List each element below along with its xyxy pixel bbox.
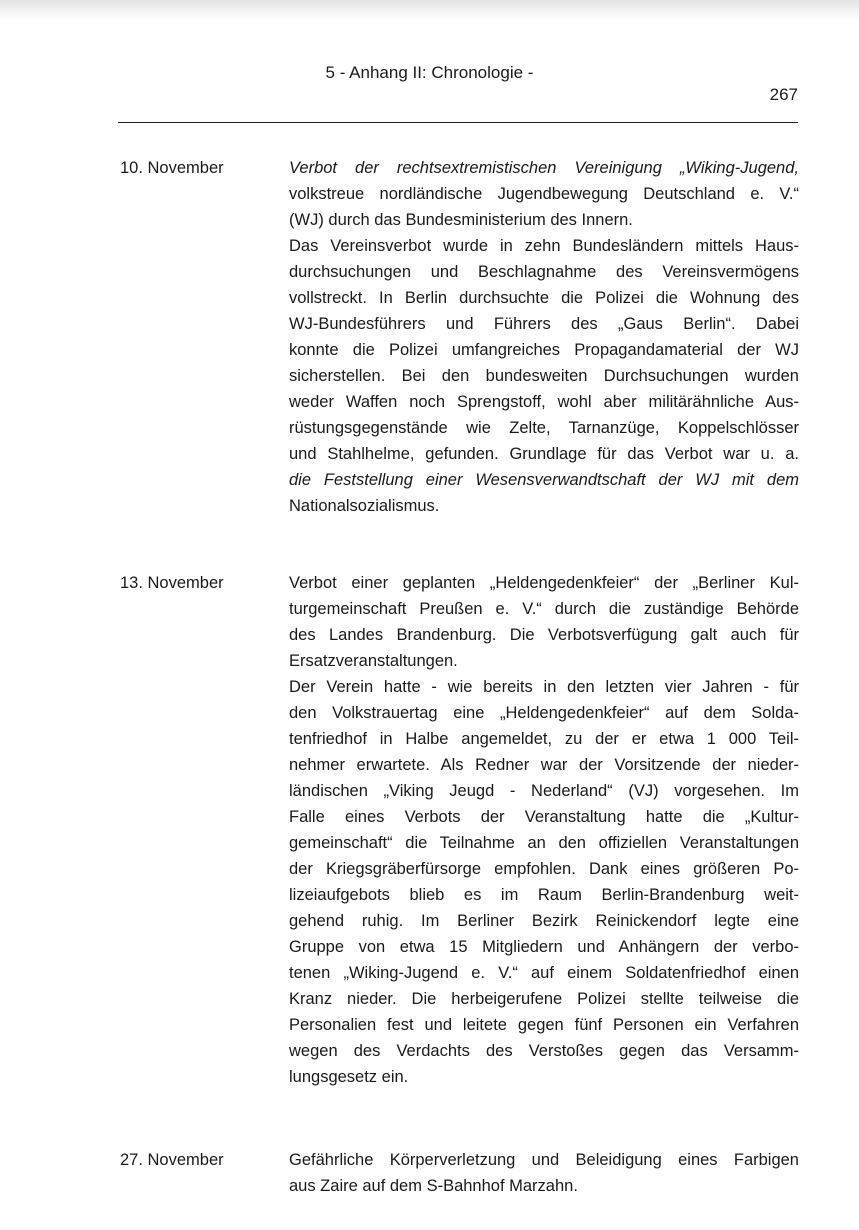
header-rule (118, 122, 798, 123)
text-line (289, 467, 799, 493)
text-line (289, 856, 799, 882)
text-line (289, 389, 799, 415)
text-line (289, 1038, 799, 1064)
text-segment: den Volkstrauertag eine „Heldengedenkfeier“ auf dem Solda- (289, 704, 799, 722)
text-segment: aus Zaire auf dem S-Bahnhof Marzahn. (289, 1177, 578, 1195)
text-segment: Gefährliche Körperverletzung und Beleidigung eines Farbigen (289, 1151, 799, 1169)
text-segment: wegen des Verdachts des Verstoßes gegen das Versamm- (289, 1042, 799, 1060)
text-line (289, 363, 799, 389)
text-line (289, 570, 799, 596)
text-segment: und Stahlhelme, gefunden. Grundlage für das Verbot war u. a. (289, 445, 799, 463)
page-number: 267 (769, 85, 798, 104)
text-segment: Verbot einer geplanten „Heldengedenkfeier“ der „Berliner Kul- (289, 574, 799, 592)
entry-date: 27. November (120, 1151, 224, 1169)
text-line (289, 908, 799, 934)
text-segment: Der Verein hatte - wie bereits in den letzten vier Jahren - für (289, 678, 799, 696)
text-line (289, 596, 799, 622)
text-line (289, 674, 799, 700)
text-line (289, 233, 799, 259)
text-segment: tenfriedhof in Halbe angemeldet, zu der er etwa 1 000 Teil- (289, 730, 799, 748)
text-segment: Kranz nieder. Die herbeigerufene Polizei stellte teilweise die (289, 990, 799, 1008)
text-segment: turgemeinschaft Preußen e. V.“ durch die zuständige Behörde (289, 600, 799, 618)
text-line (289, 1012, 799, 1038)
text-segment: Ersatzveranstaltungen. (289, 652, 458, 670)
text-segment: rüstungsgegenstände wie Zelte, Tarnanzüge, Koppelschlösser (289, 419, 799, 437)
text-segment: (WJ) durch das Bundesministerium des Innern. (289, 211, 633, 229)
text-segment: durchsuchungen und Beschlagnahme des Vereinsvermögens (289, 263, 799, 281)
text-segment: lungsgesetz ein. (289, 1068, 409, 1086)
entry-text (289, 570, 799, 1090)
text-line (289, 259, 799, 285)
text-segment: die Feststellung einer Wesensverwandtschaft der WJ mit dem (289, 471, 799, 489)
text-segment: volkstreue nordländische Jugendbewegung Deutschland e. V.“ (289, 185, 799, 203)
running-header: 5 - Anhang II: Chronologie - (325, 63, 534, 82)
text-segment: des Landes Brandenburg. Die Verbotsverfügung galt auch für (289, 626, 799, 644)
text-line (289, 1147, 799, 1173)
text-line (289, 804, 799, 830)
text-segment: konnte die Polizei umfangreiches Propagandamaterial der WJ (289, 341, 799, 359)
text-segment: vollstreckt. In Berlin durchsuchte die Polizei die Wohnung des (289, 289, 799, 307)
text-line (289, 726, 799, 752)
text-line (289, 622, 799, 648)
text-line (289, 207, 799, 233)
text-line (289, 155, 799, 181)
text-line (289, 934, 799, 960)
entry-date: 13. November (120, 574, 224, 592)
text-line (289, 752, 799, 778)
text-line (289, 700, 799, 726)
text-segment: Personalien fest und leitete gegen fünf Personen ein Verfahren (289, 1016, 799, 1034)
text-segment: lizeiaufgebots blieb es im Raum Berlin-Brandenburg weit- (289, 886, 799, 904)
text-segment: weder Waffen noch Sprengstoff, wohl aber militärähnliche Aus- (289, 393, 799, 411)
scan-edge (0, 0, 859, 20)
text-segment: Verbot der rechtsextremistischen Vereinigung „Wiking-Jugend, (289, 159, 799, 177)
text-segment: WJ-Bundesführers und Führers des „Gaus Berlin“. Dabei (289, 315, 799, 333)
text-line (289, 311, 799, 337)
text-line (289, 778, 799, 804)
text-segment: nehmer erwartete. Als Redner war der Vorsitzende der nieder- (289, 756, 799, 774)
text-segment: gemeinschaft“ die Teilnahme an den offiziellen Veranstaltungen (289, 834, 799, 852)
text-line (289, 830, 799, 856)
text-segment: sicherstellen. Bei den bundesweiten Durchsuchungen wurden (289, 367, 799, 385)
text-line (289, 285, 799, 311)
text-segment: Das Vereinsverbot wurde in zehn Bundesländern mittels Haus- (289, 237, 799, 255)
text-segment: gehend ruhig. Im Berliner Bezirk Reinickendorf legte eine (289, 912, 799, 930)
text-segment: ländischen „Viking Jeugd - Nederland“ (VJ) vorgesehen. Im (289, 782, 799, 800)
text-segment: Nationalsozialismus. (289, 497, 440, 515)
text-line (289, 415, 799, 441)
text-line (289, 441, 799, 467)
text-line (289, 1173, 799, 1199)
text-segment: tenen „Wiking-Jugend e. V.“ auf einem Soldatenfriedhof einen (289, 964, 799, 982)
text-segment: der Kriegsgräberfürsorge empfohlen. Dank eines größeren Po- (289, 860, 799, 878)
text-line (289, 648, 799, 674)
text-segment: Gruppe von etwa 15 Mitgliedern und Anhängern der verbo- (289, 938, 799, 956)
entry-date: 10. November (120, 159, 224, 177)
text-line (289, 882, 799, 908)
text-line (289, 493, 799, 519)
entry-text (289, 1147, 799, 1199)
text-line (289, 1064, 799, 1090)
text-line (289, 960, 799, 986)
text-line (289, 181, 799, 207)
text-line (289, 337, 799, 363)
entry-text (289, 155, 799, 519)
text-line (289, 986, 799, 1012)
text-segment: Falle eines Verbots der Veranstaltung hatte die „Kultur- (289, 808, 799, 826)
